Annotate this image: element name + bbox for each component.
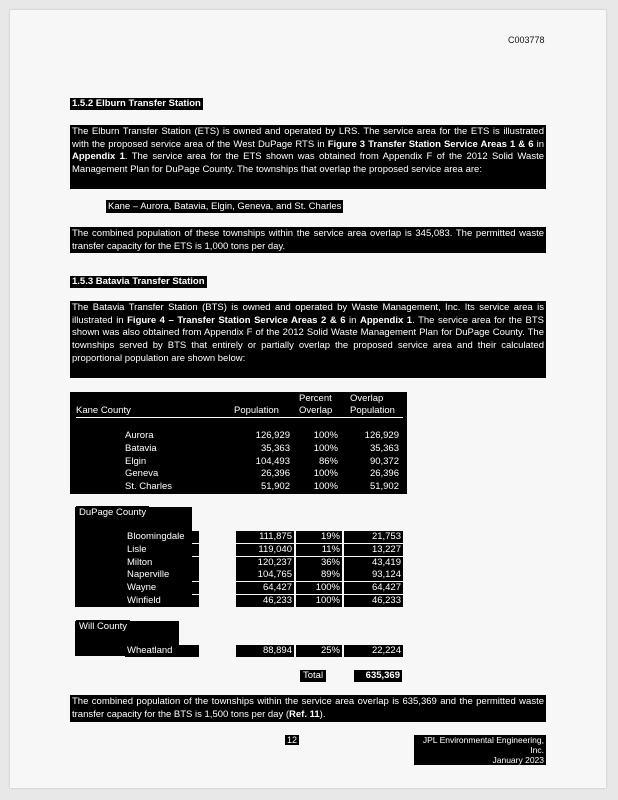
table-cell-percent: 100% [296, 582, 342, 594]
table-cell-population: 35,363 [260, 442, 290, 454]
dupage-county-label: DuPage County [76, 506, 149, 519]
batavia-closing-paragraph: The combined population of the townships within the service area overlap is 635,369 and the permitted waste transfer capacity for the BTS is 1,500 tons per day (Ref. 11). [70, 695, 546, 722]
table-cell-overlap: 51,902 [369, 481, 399, 493]
total-label: Total [300, 670, 326, 682]
table-cell-overlap: 13,227 [344, 544, 403, 556]
table-cell-overlap: 126,929 [364, 430, 399, 441]
table-cell-name: Milton [125, 557, 199, 569]
section-heading-elburn: 1.5.2 Elburn Transfer Station [72, 98, 201, 109]
table-cell-overlap: 43,419 [344, 557, 403, 569]
table-cell-percent: 89% [296, 569, 342, 581]
table-cell-name: Geneva [125, 468, 159, 480]
table-cell-name: Elgin [125, 455, 147, 467]
table-cell-percent: 19% [296, 531, 342, 543]
batavia-paragraph-1: The Batavia Transfer Station (BTS) is owned and operated by Waste Management, Inc. Its service area is illustrated in Figure 4 – Transfer Station Service Areas 2 & 6 in Appendix 1. The service area for the BTS shown was also obtained from Appendix F of the 2012 Solid Waste Management Plan for DuPage County. The townships served by BTS that entirely or partially overlap the proposed service area and their calculated proportional population are shown below: [70, 301, 546, 378]
table-cell-overlap: 64,427 [344, 582, 403, 594]
table-cell-percent: 100% [313, 468, 338, 480]
will-county-label: Will County [76, 620, 130, 633]
table-cell-overlap: 22,224 [344, 645, 403, 657]
table-cell-overlap: 35,363 [369, 442, 399, 454]
table-cell-name: Winfield [125, 595, 199, 607]
header-percent-top: Percent [299, 393, 332, 404]
table-cell-overlap: 21,753 [344, 531, 403, 543]
table-cell-percent: 86% [318, 455, 338, 467]
table-cell-name: Aurora [125, 430, 154, 441]
header-overlap-bottom: Population [350, 405, 395, 416]
footer-company-block [414, 735, 546, 765]
elburn-paragraph-2: The combined population of these townships within the service area overlap is 345,083. The permitted waste transfer capacity for the ETS is 1,000 tons per day. [72, 228, 544, 252]
table-cell-name: Wheatland [125, 645, 199, 657]
table-cell-overlap: 46,233 [344, 595, 403, 607]
footer-company: JPL Environmental Engineering, Inc. [422, 735, 544, 755]
table-cell-population: 111,875 [236, 531, 294, 543]
header-percent-bottom: Overlap [299, 405, 333, 416]
table-cell-name: Lisle [125, 544, 199, 556]
table-cell-population: 51,902 [260, 481, 290, 493]
table-cell-overlap: 90,372 [369, 455, 399, 467]
total-value: 635,369 [354, 670, 402, 682]
table-cell-percent: 11% [296, 544, 342, 556]
table-cell-overlap: 26,396 [369, 468, 399, 480]
table-cell-percent: 36% [296, 557, 342, 569]
header-county: Kane County [76, 405, 131, 416]
population-table-header [70, 392, 407, 420]
table-cell-percent: 25% [296, 645, 342, 657]
table-cell-population: 119,040 [236, 544, 294, 556]
elburn-paragraph-1: The Elburn Transfer Station (ETS) is owned and operated by LRS. The service area for the ETS is illustrated with the proposed service area of the West DuPage RTS in Figure 3 Transfer Station Service Areas 1 & 6 in Appendix 1. The service area for the ETS shown was obtained from Appendix F of the 2012 Solid Waste Management Plan for DuPage County. The townships that overlap the proposed service area are: [70, 125, 546, 189]
table-cell-population: 104,765 [236, 569, 294, 581]
table-cell-population: 104,493 [255, 455, 290, 467]
table-cell-percent: 100% [313, 430, 338, 441]
table-cell-population: 26,396 [260, 468, 290, 480]
table-cell-population: 126,929 [255, 430, 290, 441]
table-cell-name: St. Charles [125, 481, 172, 493]
table-cell-overlap: 93,124 [344, 569, 403, 581]
table-cell-percent: 100% [296, 595, 342, 607]
table-cell-name: Wayne [125, 582, 199, 594]
table-cell-percent: 100% [313, 442, 338, 454]
table-cell-population: 88,894 [236, 645, 294, 657]
table-cell-percent: 100% [313, 481, 338, 493]
section-heading-batavia: 1.5.3 Batavia Transfer Station [72, 276, 205, 287]
elburn-township-list: Kane – Aurora, Batavia, Elgin, Geneva, and St. Charles [108, 201, 342, 212]
header-population: Population [234, 405, 279, 416]
page-number: 12 [287, 735, 298, 745]
table-cell-population: 120,237 [236, 557, 294, 569]
footer-date: January 2023 [492, 755, 544, 765]
table-cell-name: Naperville [125, 569, 199, 581]
table-cell-name: Bloomingdale [125, 531, 199, 543]
header-underline [76, 417, 403, 418]
header-overlap-top: Overlap [350, 393, 384, 404]
table-cell-population: 64,427 [236, 582, 294, 594]
table-cell-population: 46,233 [236, 595, 294, 607]
document-id: C003778 [508, 35, 545, 45]
table-cell-name: Batavia [125, 442, 157, 454]
